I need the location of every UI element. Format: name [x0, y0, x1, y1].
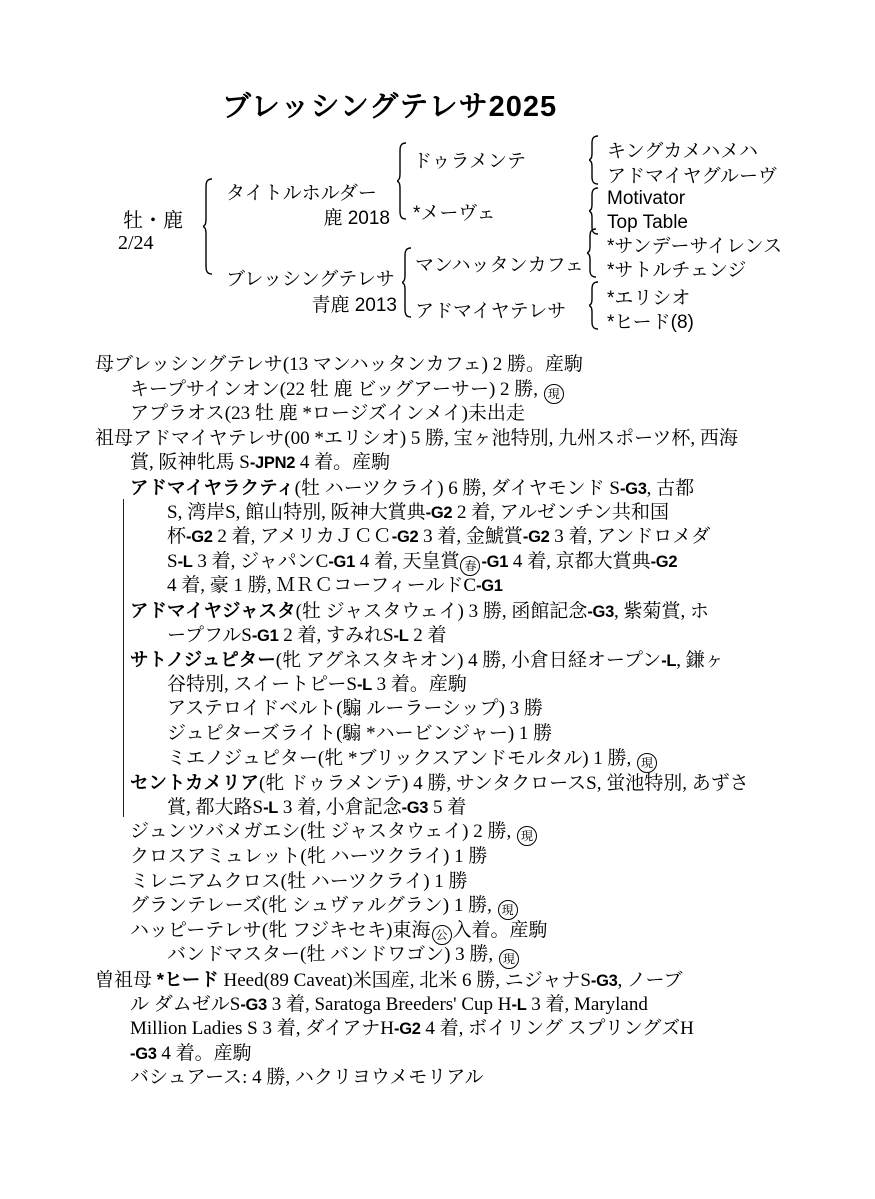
dam-dam-name: アドマイヤテレサ [415, 301, 567, 322]
text-segment: (牡 ハーツクライ) 6 勝, ダイヤモンド S [294, 478, 620, 499]
text-segment: -G3 [401, 798, 429, 817]
text-line [167, 501, 669, 525]
text-segment: 2 着, すみれS [278, 624, 394, 646]
text-segment: 3 着, 小倉記念 [278, 796, 402, 818]
text-line [130, 476, 694, 501]
text-segment: 3 着。産駒 [371, 673, 467, 695]
text-line [167, 525, 710, 549]
circled-char: 現 [637, 753, 657, 773]
text-line [130, 378, 565, 404]
text-segment: 3 着, ジャパンC [192, 550, 329, 572]
text-line [167, 722, 552, 745]
circled-char: 現 [499, 949, 519, 969]
text-segment: -G2 [186, 528, 213, 547]
sire-name: タイトルホルダー [226, 183, 377, 204]
text-segment: -G2 [650, 552, 678, 571]
text-segment: -L [263, 798, 279, 817]
circled-char: 現 [498, 900, 518, 920]
text-segment: -G2 [391, 528, 419, 547]
brace-dam [402, 247, 414, 319]
sire-sire-name: ドゥラメンテ [413, 151, 526, 172]
circled-char: 現 [544, 384, 564, 404]
brace-gg1 [589, 135, 601, 186]
text-segment: クロスアミュレット(牝 ハーツクライ) 1 勝 [130, 846, 488, 867]
text-line [130, 1017, 694, 1041]
text-segment: Million Ladies S 3 着, ダイアナH [130, 1018, 394, 1040]
page-title: ブレッシングテレサ2025 [222, 91, 558, 123]
text-segment: 3 着, Saratoga Breeders' Cup H [266, 993, 512, 1015]
text-segment: S, 湾岸S, 館山特別, 阪神大賞典 [167, 501, 426, 523]
brace-gg4 [589, 281, 601, 331]
text-line [167, 943, 520, 969]
text-segment: -G3 [130, 1044, 157, 1063]
text-segment: ル ダムゼルS [130, 993, 241, 1015]
text-line [167, 796, 466, 820]
gg-name-7: *エリシオ [607, 288, 691, 309]
text-segment: -G1 [251, 626, 279, 645]
text-segment: 祖母アドマイヤテレサ(00 *エリシオ) 5 勝, 宝ヶ池特別, 九州スポーツ杯, 西海 [95, 427, 738, 449]
text-segment: セントカメリア [130, 772, 259, 794]
text-line [130, 845, 487, 868]
text-segment: グランテレーズ(牝 シュヴァルグラン) 1 勝, [130, 895, 497, 917]
text-segment: , 紫菊賞, ホ [613, 601, 709, 622]
text-segment: ハッピーテレサ(牝 フジキセキ)東海 [130, 919, 431, 941]
text-segment: -G2 [394, 1020, 421, 1039]
text-segment: -G2 [425, 503, 453, 522]
text-segment: -L [661, 652, 677, 671]
text-segment: ジュンツバメガエシ(牡 ジャスタウェイ) 2 勝, [130, 821, 517, 843]
text-line [95, 427, 738, 450]
text-segment: ジュピターズライト(騸 *ハービンジャー) 1 勝 [167, 723, 553, 744]
sibling-connector-rule [123, 499, 124, 817]
text-line [130, 771, 749, 795]
text-segment: 3 着, Maryland [526, 993, 648, 1015]
subject-birthdate: 2/24 [118, 232, 154, 254]
text-segment: キープサインオン(22 牡 鹿 ビッグアーサー) 2 勝, [130, 378, 543, 400]
text-segment: 4 着, 豪 1 勝, ＭＲＣコーフィールドC [167, 575, 477, 597]
text-line [130, 820, 538, 846]
text-line [130, 919, 548, 945]
circled-char: 春 [460, 556, 480, 576]
text-segment: 賞, 阪神牝馬 S [130, 452, 250, 474]
text-segment: 母ブレッシングテレサ(13 マンハッタンカフェ) 2 勝。産駒 [95, 354, 583, 375]
text-segment: アドマイヤジャスタ [130, 600, 296, 621]
text-line [130, 599, 709, 624]
text-segment: (牡 ジャスタウェイ) 3 勝, 函館記念 [295, 601, 588, 622]
text-segment: Heed(89 Caveat)米国産, 北米 6 勝, ニジャナS [218, 970, 591, 991]
gg-name-6: *サトルチェンジ [607, 260, 747, 281]
text-segment: 2 着 [408, 624, 447, 646]
text-line [167, 673, 467, 697]
text-segment: アプラオス(23 牡 鹿 *ロージズインメイ)未出走 [130, 403, 525, 425]
brace-main [203, 178, 215, 276]
text-line [95, 968, 683, 993]
gg-name-3: Motivator [607, 188, 686, 209]
text-segment: ミエノジュピター(牝 *ブリックスアンドモルタル) 1 勝, [167, 747, 637, 769]
text-segment: -L [511, 995, 527, 1014]
text-segment: 曽祖母 [95, 970, 157, 991]
text-line [130, 993, 648, 1017]
text-segment: -G3 [587, 603, 614, 621]
text-segment: -G3 [590, 972, 618, 990]
text-segment: (牝 ドゥラメンテ) 4 勝, サンタクロースS, 蛍池特別, あずさ [258, 773, 749, 795]
text-segment: バンドマスター(牡 バンドワゴン) 3 勝, [167, 944, 498, 966]
text-segment: 4 着。産駒 [156, 1042, 252, 1064]
text-segment: ミレニアムクロス(牡 ハーツクライ) 1 勝 [130, 870, 468, 892]
text-segment: , 鎌ヶ [676, 650, 724, 672]
brace-gg3 [587, 228, 599, 279]
text-segment: 入着。産駒 [452, 919, 548, 941]
text-segment: アドマイヤラクティ [130, 477, 295, 498]
gg-name-1: キングカメハメハ [607, 141, 759, 162]
circled-char: 現 [517, 826, 537, 846]
text-segment: 4 着, 天皇賞 [354, 550, 460, 572]
text-segment: (牝 アグネスタキオン) 4 勝, 小倉日経オープン [275, 650, 662, 672]
text-segment: 谷特別, スイートピーS [167, 673, 357, 695]
text-segment: -G1 [481, 552, 509, 571]
text-segment: 賞, 都大路S [167, 796, 264, 818]
text-segment: -JPN2 [249, 454, 296, 473]
text-segment: 杯 [167, 526, 187, 548]
text-line [167, 624, 447, 648]
brace-sire [397, 142, 409, 221]
gg-name-8: *ヒード(8) [607, 312, 694, 333]
text-segment: 4 着, ボイリング スプリングズH [420, 1018, 694, 1040]
text-line [167, 574, 503, 598]
text-line [130, 894, 519, 920]
text-segment: 3 着, 金鯱賞 [418, 526, 523, 548]
text-segment: *ヒード [156, 969, 219, 990]
circled-char: 公 [432, 925, 452, 945]
text-segment: -L [393, 626, 409, 645]
text-segment: -G1 [328, 552, 355, 571]
text-line [130, 1066, 484, 1089]
sire-dam-name: *メーヴェ [413, 203, 496, 224]
text-segment: -G2 [522, 528, 550, 547]
text-segment: , 古都 [646, 478, 695, 499]
text-segment: バシュアース: 4 勝, ハクリヨウメモリアル [130, 1067, 484, 1089]
text-line [130, 451, 390, 475]
gg-name-2: アドマイヤグルーヴ [607, 166, 778, 187]
text-line [130, 870, 468, 893]
text-segment: , ノーブ [617, 970, 683, 991]
text-line [167, 550, 677, 576]
text-segment: -L [356, 675, 372, 694]
text-segment: -G3 [619, 480, 647, 498]
text-segment: 4 着。産駒 [295, 452, 391, 474]
sire-detail: 鹿 2018 [323, 208, 390, 229]
subject-sex-coat: 牡・鹿 [123, 210, 183, 232]
text-segment: 2 着, アメリカＪＣＣ [212, 526, 392, 548]
text-segment: -L [177, 552, 193, 571]
text-segment: S [167, 550, 178, 572]
dam-sire-name: マンハッタンカフェ [415, 255, 584, 276]
text-line [130, 1042, 252, 1066]
dam-detail: 青鹿 2013 [311, 295, 397, 316]
text-segment: アステロイドベルト(騸 ルーラーシップ) 3 勝 [167, 698, 543, 720]
text-line [167, 747, 658, 773]
text-segment: サトノジュピター [130, 649, 276, 671]
text-segment: 5 着 [428, 796, 467, 818]
text-line [130, 648, 724, 673]
gg-name-4: Top Table [607, 212, 688, 233]
text-segment: 2 着, アルゼンチン共和国 [452, 501, 670, 523]
text-segment: -G3 [240, 995, 267, 1014]
text-line [95, 353, 583, 376]
dam-name: ブレッシングテレサ [226, 269, 395, 290]
text-line [167, 697, 543, 720]
text-line [130, 402, 525, 425]
gg-name-5: *サンデーサイレンス [607, 236, 783, 257]
text-segment: ープフルS [167, 624, 252, 646]
text-segment: 3 着, アンドロメダ [549, 526, 711, 548]
text-segment: -G1 [476, 577, 503, 596]
text-segment: 4 着, 京都大賞典 [508, 550, 651, 572]
